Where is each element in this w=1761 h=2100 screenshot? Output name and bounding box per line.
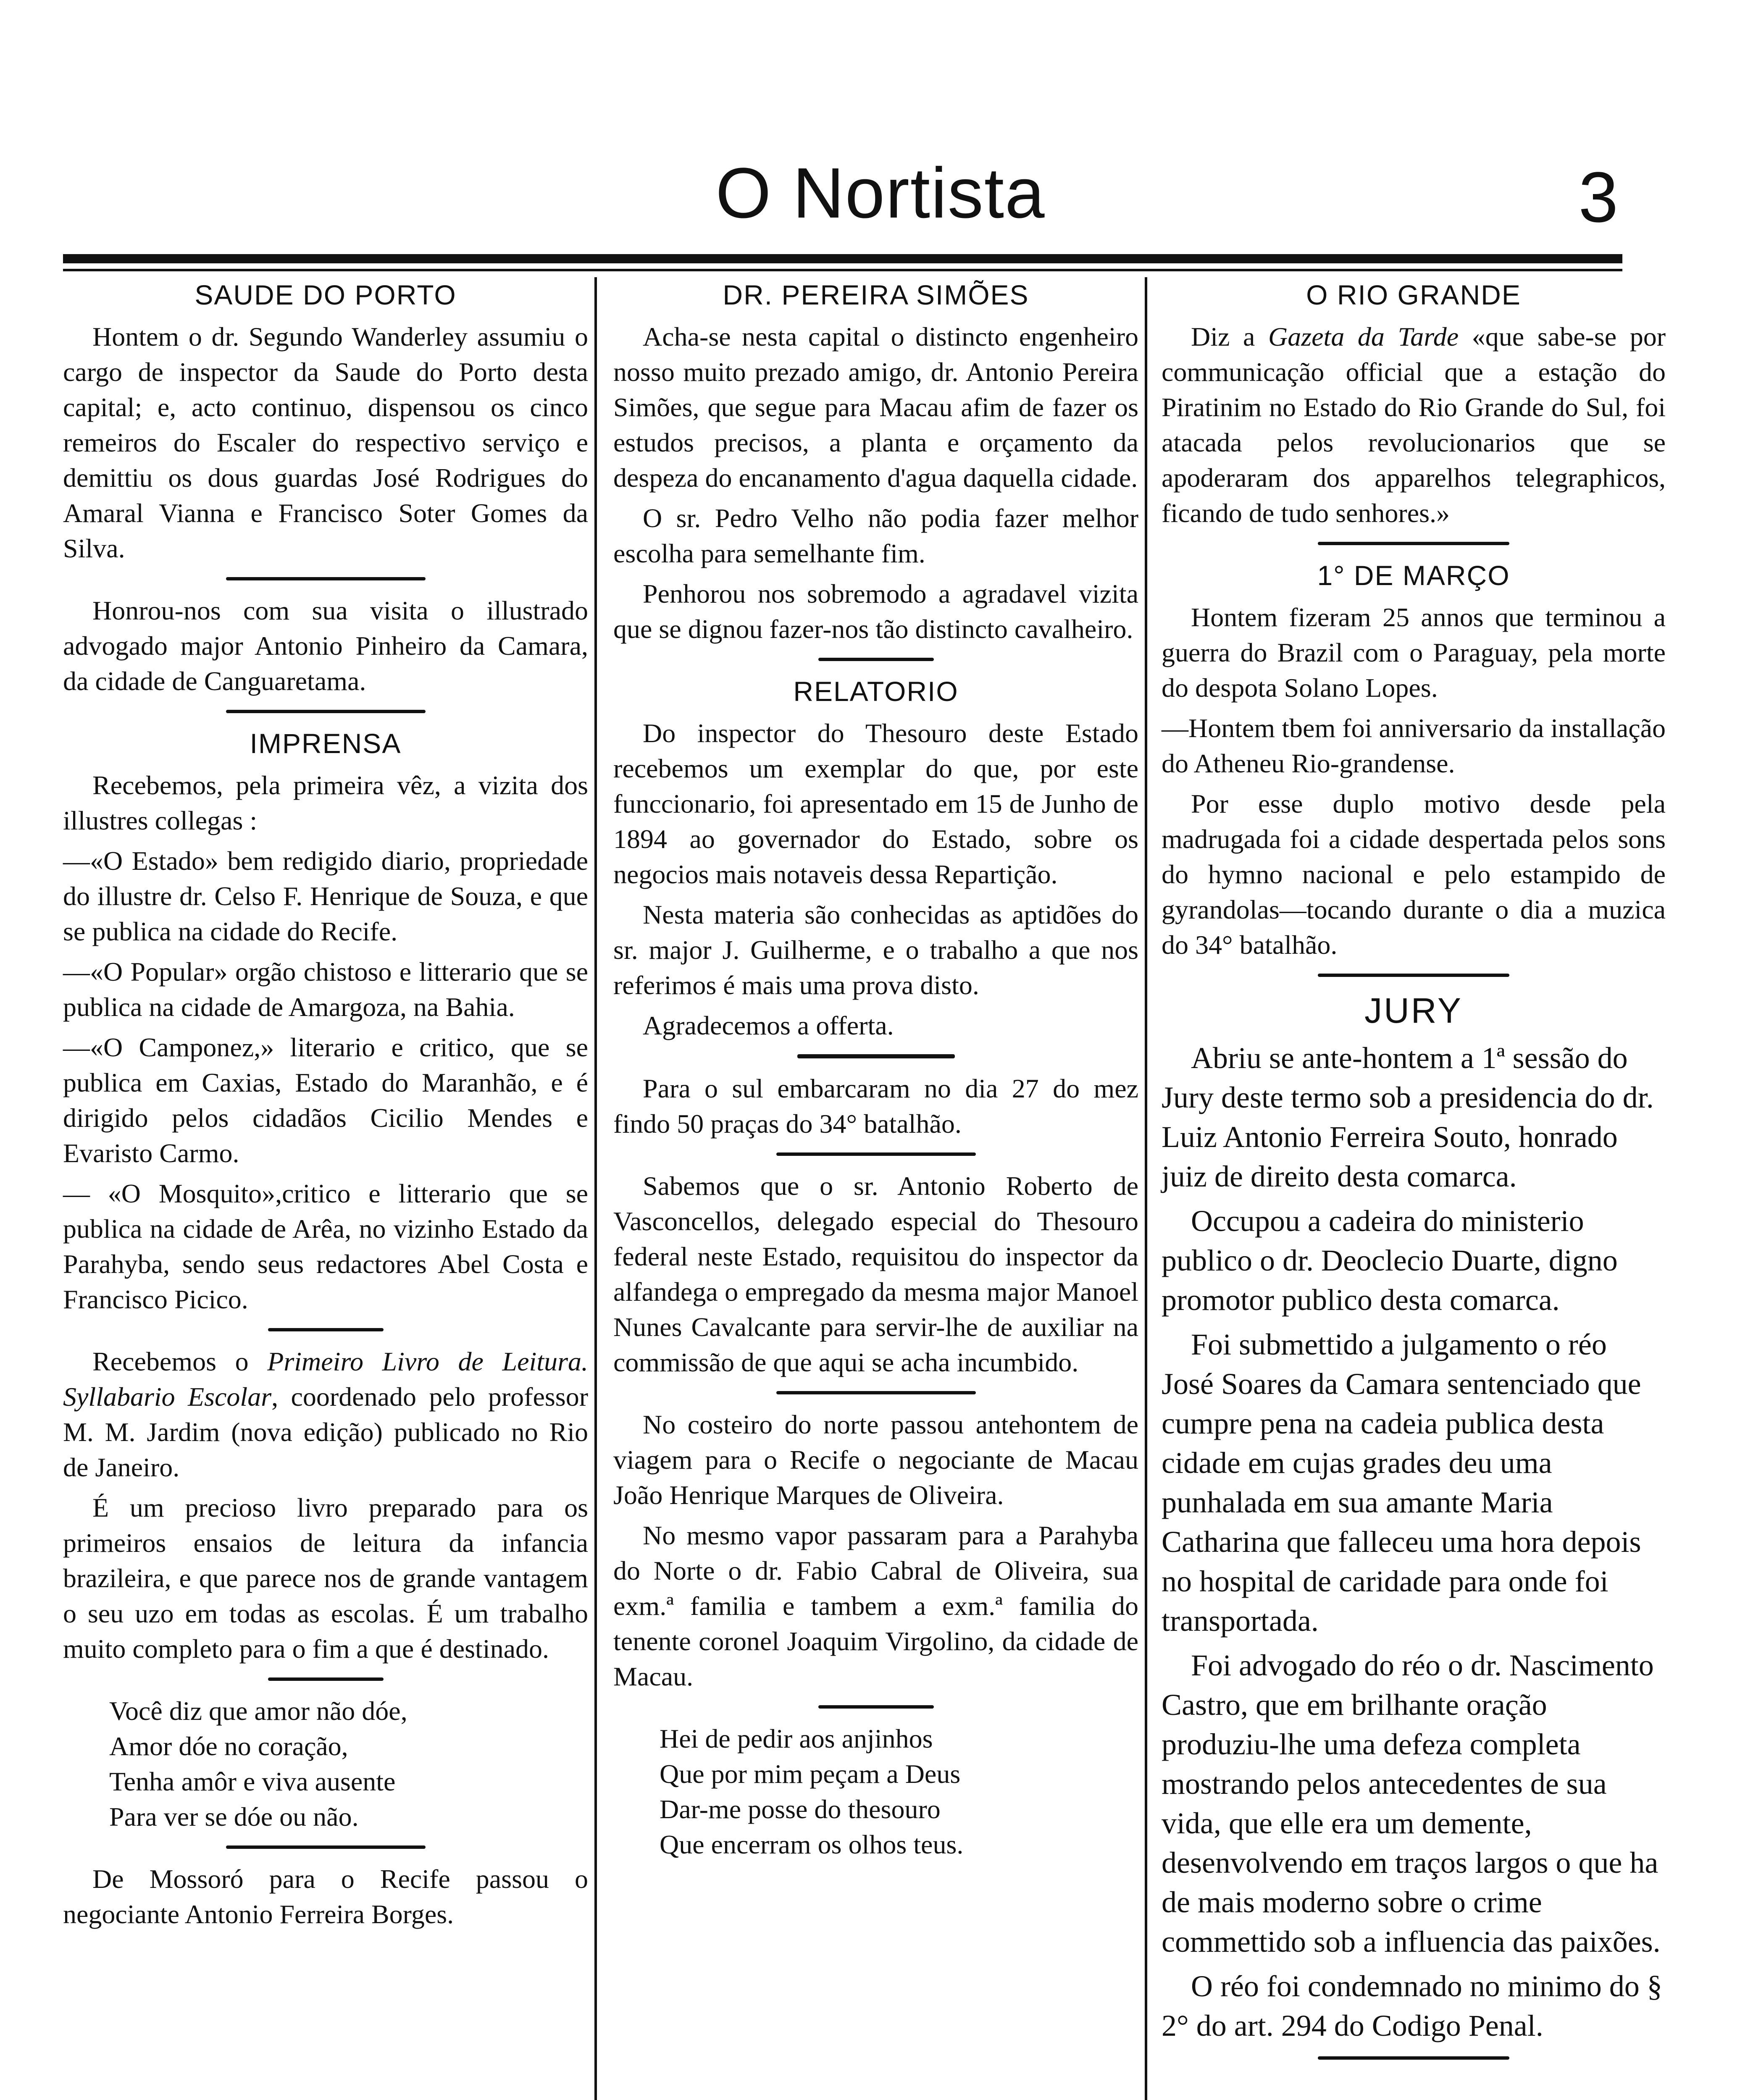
imprensa-intro: Recebemos, pela primeira vêz, a vizita dos illustres collegas : [63,770,588,835]
page-number: 3 [1578,158,1618,237]
imprensa-item: —«O Camponez,» literario e critico, que se publica em Caxias, Estado do Maranhão, e é dirigido pelos cidadãos Cicilio Mendes e Evaristo Carmo. [63,1032,588,1168]
verse-line: Amor dóe no coração, [109,1731,348,1761]
section-heading-marco: 1° DE MARÇO [1317,560,1510,591]
article-vasconcellos: Sabemos que o sr. Antonio Roberto de Vasconcellos, delegado especial do Thesouro federal neste Estado, requisitou do inspector da alfandega o empregado da mesma major Manoel Nunes Cavalcante para servir-lhe de auxiliar na commissão de que aqui se acha incumbido. [613,1171,1138,1377]
separator [1318,2056,1509,2060]
article-simoes-p3: Penhorou nos sobremodo a agradavel vizita que se dignou fazer-nos tão distincto cavalheiro. [613,579,1138,644]
imprensa-item: —«O Estado» bem redigido diario, propriedade do illustre dr. Celso F. Henrique de Souza, e que se publica na cidade do Recife. [63,846,588,946]
article-jury-p2: Occupou a cadeira do ministerio publico o dr. Deoclecio Duarte, digno promotor publico desta comarca. [1162,1204,1618,1317]
column-divider-1 [594,277,597,2100]
separator [797,1054,955,1058]
article-jury-p5: O réo foi condemnado no minimo do § 2° do art. 294 do Codigo Penal. [1162,1969,1662,2042]
masthead-rule-thin [63,269,1622,271]
article-costeiro: No costeiro do norte passou antehontem de viagem para o Recife o negociante de Macau João Henrique Marques de Oliveira. [613,1410,1138,1510]
verse-line: Hei de pedir aos anjinhos [660,1724,933,1754]
article-simoes: Acha-se nesta capital o distincto engenheiro nosso muito prezado amigo, dr. Antonio Pereira Simões, que segue para Macau afim de fazer os estudos precisos, a planta e orçamento da despeza do encanamento d'agua daquella cidade. [613,322,1138,493]
verse-line: Para ver se dóe ou não. [109,1802,359,1832]
article-rio-grande: Diz a Gazeta da Tarde «que sabe-se por communicação official que a estação do Piratinim no Estado do Rio Grande do Sul, foi atacada pelos revolucionarios que se apoderaram dos apparelhos telegraphicos, ficando de tudo senhores.» [1162,322,1666,528]
separator [776,1152,976,1156]
article-saude: Hontem o dr. Segundo Wanderley assumiu o cargo de inspector da Saude do Porto desta capital; e, acto continuo, dispensou os cinco remeiros do Escaler do respectivo serviço e demittiu os dous guardas José Rodrigues do Amaral Vianna e Francisco Soter Gomes da Silva. [63,322,588,563]
article-sul: Para o sul embarcaram no dia 27 do mez findo 50 praças do 34° batalhão. [613,1074,1138,1139]
imprensa-item: —«O Popular» orgão chistoso e litterario que se publica na cidade de Amargoza, na Bahia. [63,957,588,1022]
imprensa-item: — «O Mosquito»,critico e litterario que se publica na cidade de Arêa, no vizinho Estado da Parahyba, sendo seus redactores Abel Costa e Francisco Picico. [63,1179,588,1314]
article-livro-review: É um precioso livro preparado para os primeiros ensaios de leitura da infancia brazileira, e que parece nos de grande vantagem o seu uzo em todas as escolas. É um trabalho muito completo para o fim a que é destinado. [63,1493,588,1664]
article-vapor: No mesmo vapor passaram para a Parahyba do Norte o dr. Fabio Cabral de Oliveira, sua exm.ª familia e tambem a exm.ª familia do tenente coronel Joaquim Virgolino, da cidade de Macau. [613,1520,1138,1691]
column-2 [613,277,1138,1867]
article-marco-p2: —Hontem tbem foi anniversario da installação do Atheneu Rio-grandense. [1162,713,1666,778]
section-heading-jury: JURY [1364,991,1463,1030]
section-heading-imprensa: IMPRENSA [250,728,402,759]
column-3 [1162,277,1666,2072]
article-marco-p3: Por esse duplo motivo desde pela madrugada foi a cidade despertada pelos sons do hymno nacional e pelo estampido de gyrandolas—tocando durante o dia a muzica do 34° batalhão. [1162,789,1666,960]
separator [818,658,934,661]
article-livro: Recebemos o Primeiro Livro de Leitura. Syllabario Escolar, coordenado pelo professor M. M. Jardim (nova edição) publicado no Rio de Janeiro. [63,1347,589,1482]
verse-line: Tenha amôr e viva ausente [109,1767,396,1796]
article-jury-p3: Foi submettido a julgamento o réo José Soares da Camara sentenciado que cumpre pena na cadeia publica desta cidade em cujas grades deu uma punhalada em sua amante Maria Catharina que falleceu uma hora depois no hospital de caridade para onde foi transportada. [1162,1328,1641,1638]
separator [1318,542,1509,545]
article-mossoro: De Mossoró para o Recife passou o negociante Antonio Ferreira Borges. [63,1864,588,1929]
separator [818,1705,934,1709]
section-heading-simoes: DR. PEREIRA SIMÕES [723,279,1029,310]
verse-line: Que por mim peçam a Deus [660,1759,961,1789]
separator [226,1845,426,1849]
article-jury: Abriu se ante-hontem a 1ª sessão do Jury deste termo sob a presidencia do dr. Luiz Antonio Ferreira Souto, honrado juiz de direito desta comarca. [1162,1041,1654,1193]
verse-quatrain [109,1693,588,1835]
verse-line: Dar-me posse do thesouro [660,1794,941,1824]
newspaper-title: O Nortista [715,153,1046,233]
separator [1318,974,1509,977]
article-jury-p4: Foi advogado do réo o dr. Nascimento Castro, que em brilhante oração produziu-lhe uma defeza completa mostrando pelos antecedentes de sua vida, que elle era um demente, desenvolvendo em traços largos o que ha de mais moderno sobre o crime commettido sob a influencia das paixões. [1162,1648,1661,1958]
section-heading-relatorio: RELATORIO [793,676,959,707]
article-relatorio-p2: Nesta materia são conhecidas as aptidões do sr. major J. Guilherme, e o trabalho a que nos referimos é mais uma prova disto. [613,900,1138,1000]
column-1 [63,277,588,1937]
section-heading-saude: SAUDE DO PORTO [194,279,457,310]
separator [776,1391,976,1394]
separator [268,1677,384,1681]
masthead-rule [63,254,1622,263]
column-divider-2 [1145,277,1147,2100]
article-marco: Hontem fizeram 25 annos que terminou a guerra do Brazil com o Paraguay, pela morte do despota Solano Lopes. [1162,602,1666,703]
verse-line: Que encerram os olhos teus. [660,1830,964,1859]
separator [226,577,426,580]
section-heading-rio-grande: O RIO GRANDE [1306,279,1521,310]
article-simoes-p2: O sr. Pedro Velho não podia fazer melhor escolha para semelhante fim. [613,503,1138,568]
separator [268,1328,384,1331]
separator [226,710,426,713]
verse-quatrain [660,1721,1138,1862]
article-relatorio-p3: Agradecemos a offerta. [643,1011,894,1040]
verse-line: Você diz que amor não dóe, [109,1696,407,1726]
article-relatorio: Do inspector do Thesouro deste Estado recebemos um exemplar do que, por este funccionario, foi apresentado em 15 de Junho de 1894 ao governador do Estado, sobre os negocios mais notaveis dessa Repartição. [613,718,1138,889]
article-visita: Honrou-nos com sua visita o illustrado advogado major Antonio Pinheiro da Camara, da cidade de Canguaretama. [63,596,588,696]
